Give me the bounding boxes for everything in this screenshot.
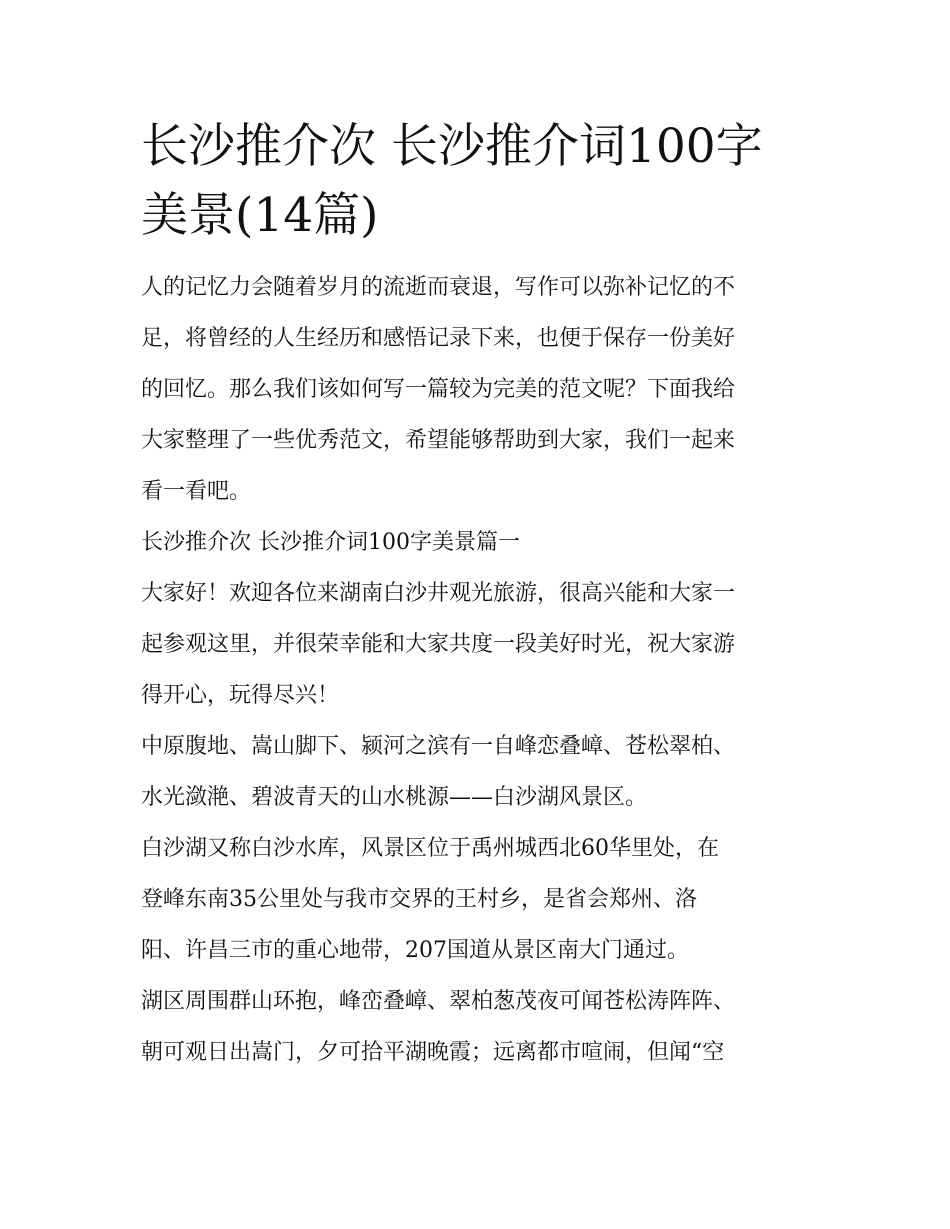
- paragraph-line: 得开心，玩得尽兴！: [141, 683, 340, 708]
- paragraph-line: 登峰东南35公里处与我市交界的王村乡，是省会郑州、洛: [141, 887, 697, 912]
- document-title: [141, 112, 821, 250]
- body-paragraph-4: [141, 976, 821, 1078]
- paragraph-line: 白沙湖又称白沙水库，风景区位于禹州城西北60华里处，在: [141, 836, 719, 861]
- body-paragraph-1: [141, 568, 821, 721]
- intro-line: 看一看吧。: [141, 479, 252, 504]
- paragraph-line: 大家好！欢迎各位来湖南白沙井观光旅游，很高兴能和大家一: [141, 581, 736, 606]
- body-paragraph-3: [141, 823, 821, 976]
- paragraph-line: 起参观这里，并很荣幸能和大家共度一段美好时光，祝大家游: [141, 632, 736, 657]
- section-heading: 长沙推介次 长沙推介词100字美景篇一: [141, 530, 520, 555]
- intro-line: 大家整理了一些优秀范文，希望能够帮助到大家，我们一起来: [141, 428, 736, 453]
- intro-line: 足，将曾经的人生经历和感悟记录下来，也便于保存一份美好: [141, 326, 736, 351]
- intro-line: 的回忆。那么我们该如何写一篇较为完美的范文呢？下面我给: [141, 377, 736, 402]
- paragraph-line: 湖区周围群山环抱，峰峦叠嶂、翠柏葱茂夜可闻苍松涛阵阵、: [141, 989, 736, 1014]
- document-page: [141, 112, 821, 1078]
- title-line-2: 美景(14篇): [141, 188, 379, 243]
- title-line-1: 长沙推介次 长沙推介词100字: [141, 119, 763, 174]
- paragraph-line: 阳、许昌三市的重心地带，207国道从景区南大门通过。: [141, 938, 689, 963]
- intro-line: 人的记忆力会随着岁月的流逝而衰退，写作可以弥补记忆的不: [141, 275, 736, 300]
- intro-paragraph: [141, 262, 821, 517]
- paragraph-line: 中原腹地、嵩山脚下、颍河之滨有一自峰恋叠嶂、苍松翠柏、: [141, 734, 736, 759]
- paragraph-line: 朝可观日出嵩门，夕可拾平湖晚霞；远离都市喧闹，但闻“空: [141, 1040, 725, 1065]
- paragraph-line: 水光潋滟、碧波青天的山水桃源——白沙湖风景区。: [141, 785, 648, 810]
- body-paragraph-2: [141, 721, 821, 823]
